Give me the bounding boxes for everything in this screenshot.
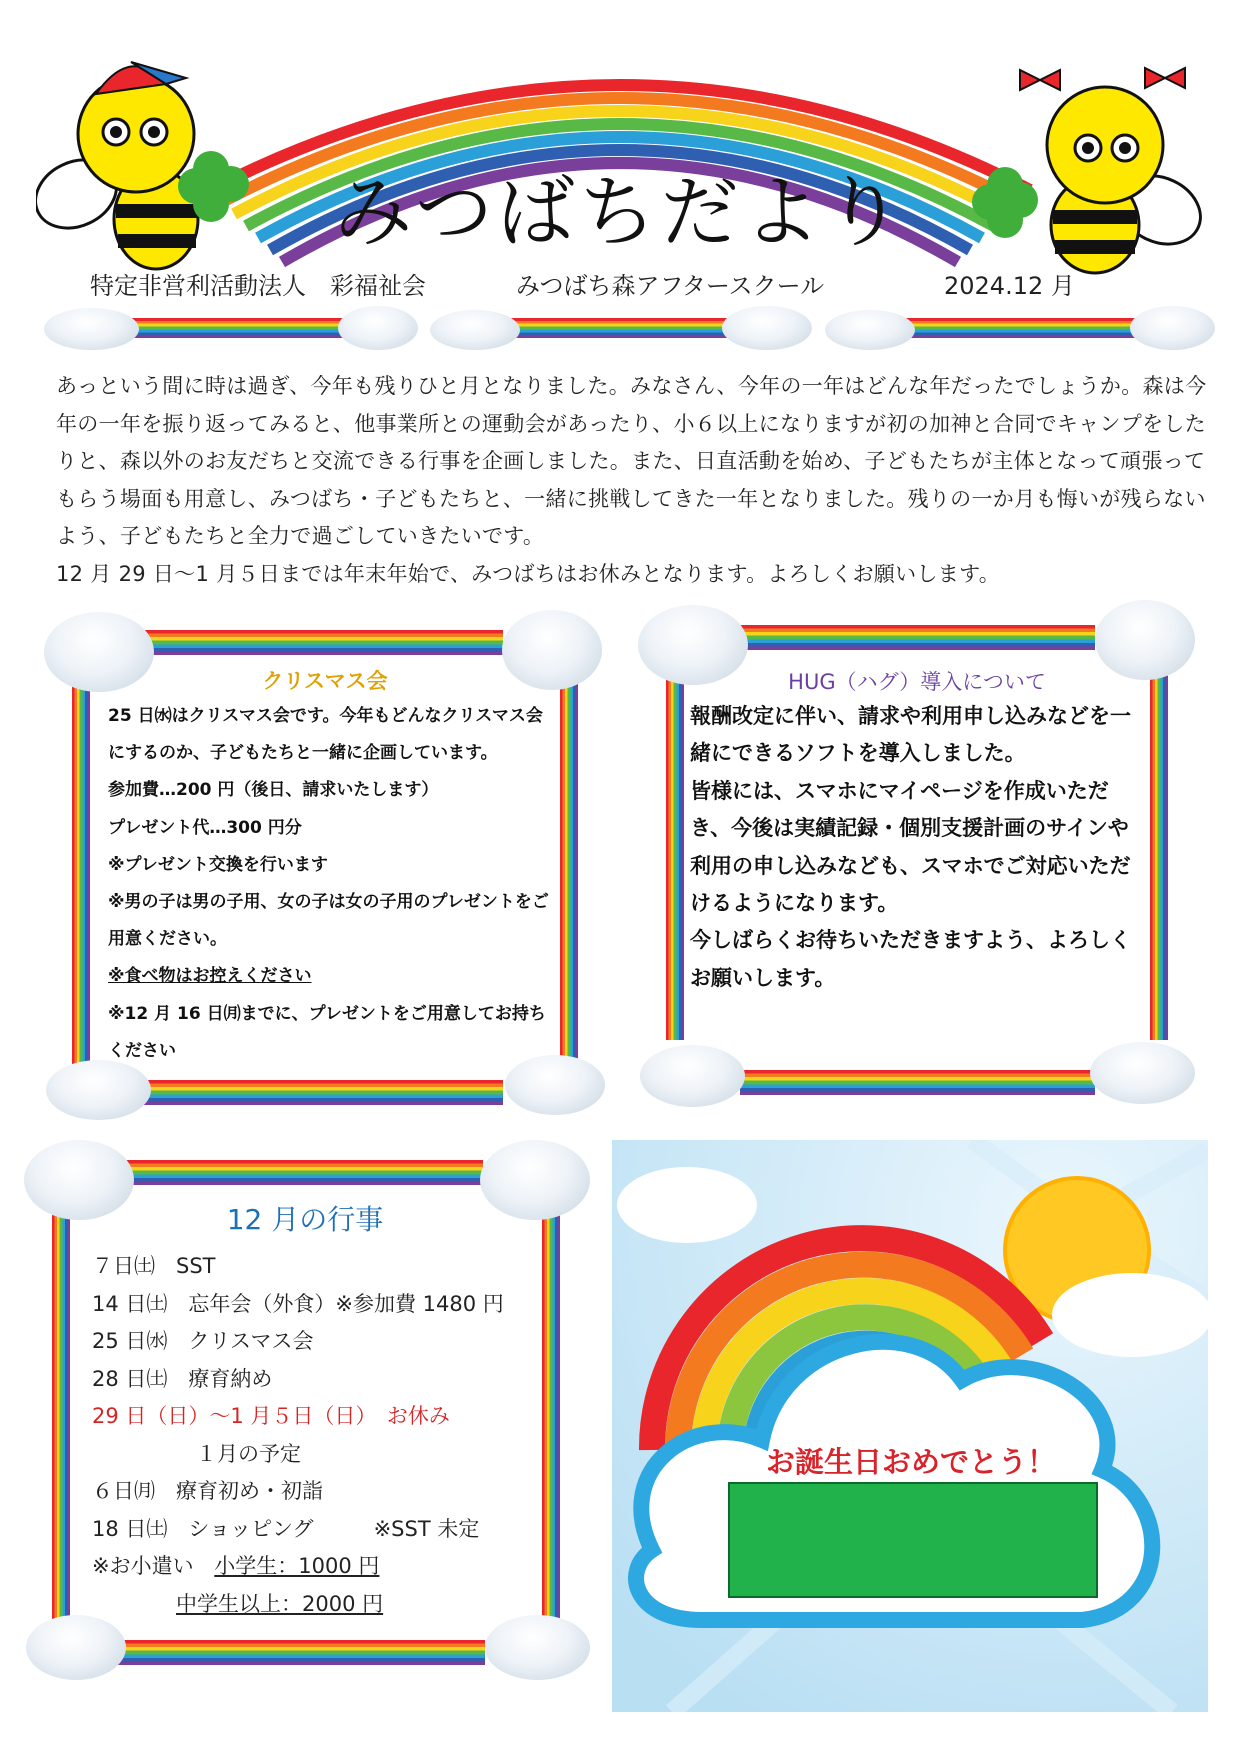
school-name: みつばち森アフタースクール — [516, 272, 825, 300]
xmas-present-fee: プレゼント代…300 円分 — [108, 817, 302, 838]
divider-rainbow-3 — [890, 318, 1150, 338]
allowance-middle: 中学生以上：2000 円 — [176, 1591, 384, 1616]
divider-cloud — [44, 308, 139, 350]
xmas-body — [108, 698, 554, 1070]
xmas-title: クリスマス会 — [262, 669, 388, 693]
hug-frame-left — [666, 670, 684, 1040]
events-cloud-br — [485, 1615, 590, 1680]
events-frame-right — [542, 1210, 560, 1630]
divider-rainbow-1 — [130, 318, 350, 338]
allowance-label: ※お小遣い — [92, 1554, 194, 1578]
events-frame-bottom — [100, 1640, 485, 1665]
hug-frame-bottom — [740, 1070, 1095, 1095]
birthday-text: お誕生日おめでとう！ — [766, 1445, 1057, 1479]
next-event-2-day: 18 日㈯ ショッピング — [92, 1516, 314, 1541]
events-cloud-bl — [26, 1615, 126, 1680]
events-body — [92, 1248, 538, 1623]
birthday-names-placeholder — [728, 1482, 1098, 1598]
xmas-frame-right — [560, 680, 578, 1065]
intro-text — [56, 368, 1211, 593]
event-5-holiday: 29 日（日）～1 月５日（日） お休み — [92, 1404, 450, 1428]
xmas-line1: 25 日㈬はクリスマス会です。今年もどんなクリスマス会にするのか、子どもたちと一緒に企画しています。 — [108, 706, 543, 764]
events-frame-top — [118, 1160, 483, 1185]
intro-paragraph: あっという間に時は過ぎ、今年も残りひと月となりました。みなさん、今年の一年はどんな年だったでしょうか。森は今年の一年を振り返ってみると、他事業所との運動会があったり、小６以上になりますが初の加神と合同でキャンプをしたりと、森以外のお友だちと交流できる行事を企画しました。また、日直活動を始め、子どもたちが主体となって頑張ってもらう場面も用意し、みつばち・子どもたちと、一緒に挑戦してきた一年となりました。残りの一か月も悔いが残らないよう、子どもたちと全力で過ごしていきたいです。 — [56, 374, 1207, 548]
next-month-title: １月の予定 — [196, 1441, 301, 1466]
xmas-fee: 参加費…200 円（後日、請求いたします） — [108, 780, 439, 801]
xmas-note3: ※食べ物はお控えください — [108, 966, 312, 987]
issue-date: 2024.12 月 — [944, 272, 1075, 300]
divider-cloud — [1130, 306, 1215, 350]
next-event-2-note: ※SST 未定 — [373, 1516, 480, 1541]
hug-body — [690, 698, 1142, 997]
xmas-note2: ※男の子は男の子用、女の子は女の子用のプレゼントをご用意ください。 — [108, 892, 549, 950]
event-4: 28 日㈯ 療育納め — [92, 1366, 273, 1391]
divider-cloud — [722, 306, 812, 350]
divider-rainbow-2 — [500, 318, 730, 338]
next-event-1: ６日㈪ 療育初め・初詣 — [92, 1479, 323, 1503]
hug-cloud-bl — [640, 1045, 745, 1107]
hug-cloud-br — [1090, 1042, 1195, 1104]
event-1: ７日㈯ SST — [92, 1254, 216, 1278]
hug-frame-top — [730, 625, 1095, 650]
hug-p2: 皆様には、スマホにマイページを作成いただき、今後は実績記録・個別支援計画のサインや利用の申し込みなども、スマホでご対応いただけるようになります。 — [690, 778, 1131, 916]
event-2: 14 日㈯ 忘年会（外食）※参加費 1480 円 — [92, 1291, 504, 1316]
xmas-frame-left — [72, 680, 90, 1065]
xmas-note4: ※12 月 16 日㈪までに、プレゼントをご用意してお持ちください — [108, 1003, 546, 1061]
event-3: 25 日㈬ クリスマス会 — [92, 1329, 314, 1353]
hug-title: HUG（ハグ）導入について — [788, 670, 1046, 694]
newsletter-title: みつばちだより — [334, 168, 907, 258]
org-name: 特定非営利活動法人 彩福祉会 — [90, 272, 426, 300]
allowance-middle-row — [92, 1586, 538, 1624]
xmas-frame-bottom — [138, 1080, 503, 1105]
events-title: 12 月の行事 — [226, 1203, 384, 1236]
xmas-frame-top — [138, 630, 503, 655]
divider-cloud — [338, 306, 418, 350]
next-event-2 — [92, 1511, 538, 1549]
hug-p3: 今しばらくお待ちいただきますよう、よろしくお願いします。 — [690, 928, 1131, 990]
xmas-note1: ※プレゼント交換を行います — [108, 854, 328, 875]
hug-p1: 報酬改定に伴い、請求や利用申し込みなどを一緒にできるソフトを導入しました。 — [690, 704, 1131, 766]
holiday-notice: 12 月 29 日～1 月５日までは年末年始で、みつばちはお休みとなります。よろしくお願いします。 — [56, 561, 1001, 586]
divider-cloud — [430, 310, 520, 350]
birthday-illustration — [612, 1140, 1208, 1712]
allowance-row — [92, 1548, 538, 1586]
events-frame-left — [52, 1210, 70, 1630]
divider-cloud — [825, 310, 915, 350]
hug-frame-right — [1150, 670, 1168, 1040]
allowance-elementary: 小学生：1000 円 — [214, 1554, 380, 1578]
